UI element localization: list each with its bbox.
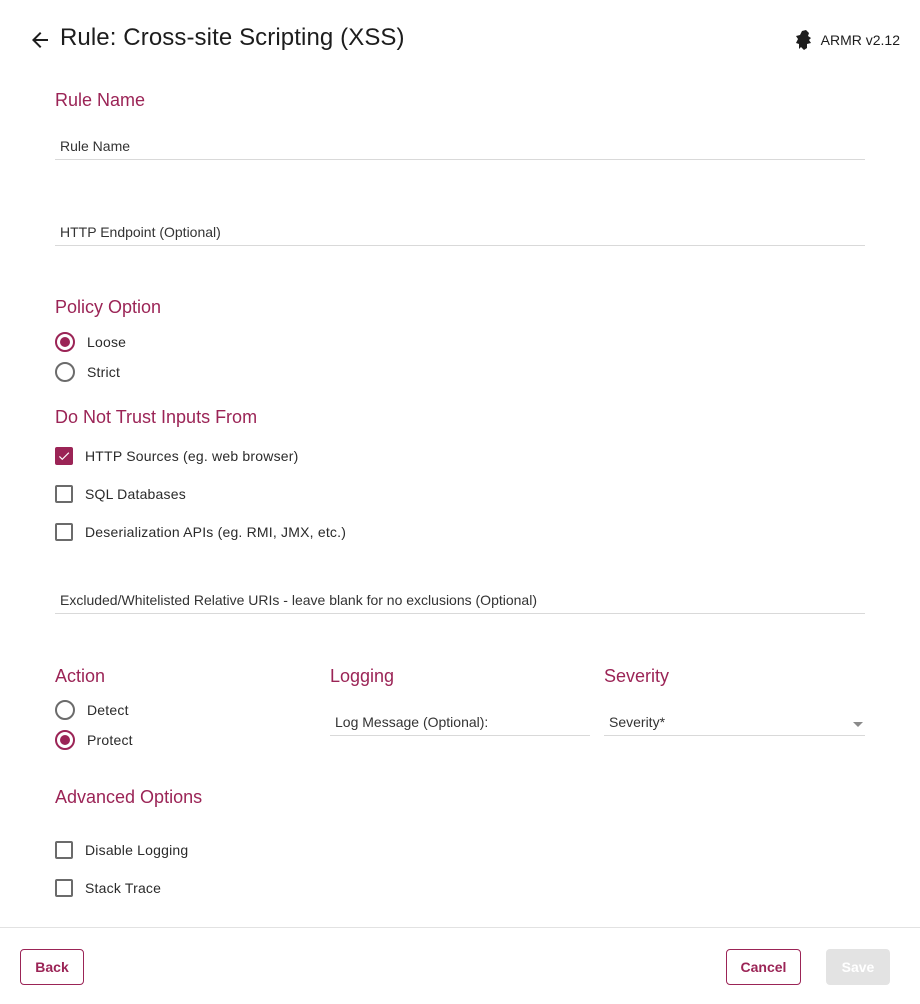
checkbox-label: Stack Trace <box>85 880 162 896</box>
action-section-title: Action <box>55 666 106 686</box>
policy-option-section-title: Policy Option <box>55 297 162 317</box>
checkbox-deserialization-apis[interactable] <box>55 523 346 541</box>
action-protect[interactable] <box>55 730 133 750</box>
checkbox-label: Deserialization APIs (eg. RMI, JMX, etc.) <box>85 524 347 540</box>
checkbox-unchecked-icon[interactable] <box>55 879 73 897</box>
severity-placeholder: Severity* <box>609 714 666 730</box>
action-detect[interactable] <box>55 700 129 720</box>
severity-select[interactable] <box>604 704 865 736</box>
excluded-uris-input[interactable] <box>55 578 865 614</box>
footer-bar <box>0 927 920 1004</box>
policy-option-strict[interactable] <box>55 362 120 382</box>
radio-unselected-icon[interactable] <box>55 362 75 382</box>
back-arrow-icon[interactable] <box>28 28 52 52</box>
excluded-uris-placeholder: Excluded/Whitelisted Relative URIs - leave blank for no exclusions (Optional) <box>60 592 537 608</box>
radio-label: Strict <box>87 364 121 380</box>
policy-option-loose[interactable] <box>55 332 126 352</box>
http-endpoint-placeholder: HTTP Endpoint (Optional) <box>60 224 221 240</box>
rule-name-input[interactable] <box>55 128 865 160</box>
page-title: Rule: Cross-site Scripting (XSS) <box>60 24 405 51</box>
log-message-placeholder: Log Message (Optional): <box>335 714 489 730</box>
dropdown-arrow-icon[interactable] <box>853 722 863 727</box>
radio-selected-icon[interactable] <box>55 730 75 750</box>
checkbox-checked-icon[interactable] <box>55 447 73 465</box>
save-button[interactable]: Save <box>826 949 890 985</box>
untrusted-inputs-section-title: Do Not Trust Inputs From <box>55 407 258 427</box>
cancel-button[interactable]: Cancel <box>726 949 801 985</box>
checkbox-label: SQL Databases <box>85 486 186 502</box>
checkbox-unchecked-icon[interactable] <box>55 841 73 859</box>
brand <box>795 30 900 50</box>
severity-section-title: Severity <box>604 666 670 686</box>
radio-unselected-icon[interactable] <box>55 700 75 720</box>
checkbox-disable-logging[interactable] <box>55 841 188 859</box>
back-button[interactable]: Back <box>20 949 84 985</box>
checkbox-unchecked-icon[interactable] <box>55 485 73 503</box>
armr-logo-icon <box>795 30 813 50</box>
log-message-input[interactable] <box>330 704 590 736</box>
radio-label: Detect <box>87 702 129 718</box>
checkbox-sql-databases[interactable] <box>55 485 186 503</box>
checkbox-stack-trace[interactable] <box>55 879 161 897</box>
radio-label: Loose <box>87 334 127 350</box>
checkbox-label: HTTP Sources (eg. web browser) <box>85 448 299 464</box>
brand-label: ARMR v2.12 <box>820 32 900 48</box>
http-endpoint-input[interactable] <box>55 208 865 246</box>
page-header <box>0 0 920 80</box>
radio-selected-icon[interactable] <box>55 332 75 352</box>
checkbox-unchecked-icon[interactable] <box>55 523 73 541</box>
radio-label: Protect <box>87 732 133 748</box>
rule-name-section-title: Rule Name <box>55 90 146 110</box>
rule-name-placeholder: Rule Name <box>60 138 131 154</box>
advanced-options-section-title: Advanced Options <box>55 787 203 807</box>
checkbox-http-sources[interactable] <box>55 447 298 465</box>
logging-section-title: Logging <box>330 666 395 686</box>
checkbox-label: Disable Logging <box>85 842 189 858</box>
